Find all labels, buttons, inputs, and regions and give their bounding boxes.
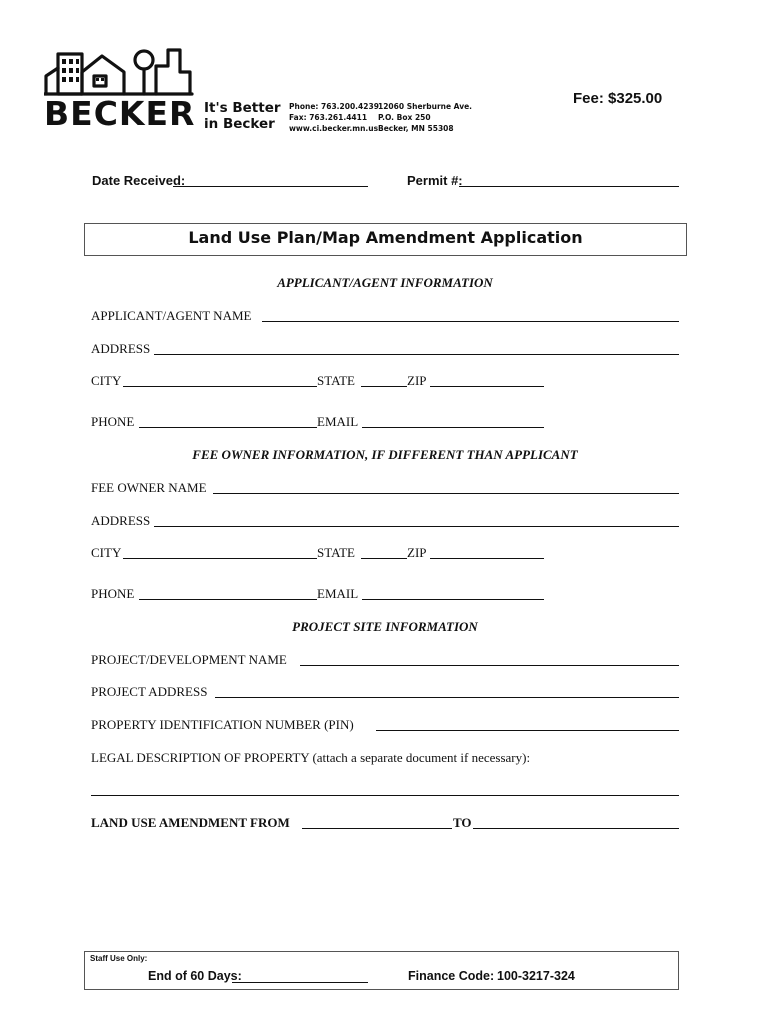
applicant-zip-label: ZIP bbox=[407, 373, 427, 388]
becker-logo bbox=[44, 42, 194, 134]
fee-owner-heading: FEE OWNER INFORMATION, IF DIFFERENT THAN APPLICANT bbox=[192, 447, 578, 462]
page-title: Land Use Plan/Map Amendment Application bbox=[188, 228, 583, 247]
fee-amount: Fee: $325.00 bbox=[573, 90, 663, 107]
applicant-state-label: STATE bbox=[317, 373, 355, 388]
applicant-city-field[interactable] bbox=[123, 386, 317, 387]
tagline bbox=[204, 100, 281, 132]
applicant-phone-field[interactable] bbox=[139, 427, 317, 428]
project-pin-field[interactable] bbox=[376, 730, 679, 731]
applicant-city-label: CITY bbox=[91, 373, 122, 388]
fee-owner-address-field[interactable] bbox=[154, 526, 679, 527]
amendment-from-field[interactable] bbox=[302, 828, 452, 829]
fee-owner-state-field[interactable] bbox=[361, 558, 407, 559]
applicant-address-label: ADDRESS bbox=[91, 341, 151, 356]
applicant-email-label: EMAIL bbox=[317, 414, 359, 429]
project-legal-field[interactable] bbox=[91, 795, 679, 796]
applicant-zip-field[interactable] bbox=[430, 386, 544, 387]
amendment-to-field[interactable] bbox=[473, 828, 679, 829]
tagline-line2: in Becker bbox=[204, 116, 275, 132]
tagline-line1: It's Better bbox=[204, 100, 281, 116]
contact-city-state-zip: Becker, MN 55308 bbox=[378, 124, 454, 133]
fee-owner-name-field[interactable] bbox=[213, 493, 679, 494]
project-address-label: PROJECT ADDRESS bbox=[91, 684, 208, 699]
end-of-60-days-label: End of 60 Days: bbox=[148, 969, 242, 983]
fee-owner-name-label: FEE OWNER NAME bbox=[91, 480, 207, 495]
applicant-heading: APPLICANT/AGENT INFORMATION bbox=[277, 275, 493, 290]
fee-owner-email-label: EMAIL bbox=[317, 586, 359, 601]
fee-owner-city-label: CITY bbox=[91, 545, 122, 560]
fee-owner-address-label: ADDRESS bbox=[91, 513, 151, 528]
project-dev-name-label: PROJECT/DEVELOPMENT NAME bbox=[91, 652, 287, 667]
permit-field[interactable] bbox=[459, 186, 679, 187]
amendment-from-label: LAND USE AMENDMENT FROM bbox=[91, 815, 290, 830]
fee-owner-zip-field[interactable] bbox=[430, 558, 544, 559]
contact-fax: Fax: 763.261.4411 bbox=[289, 113, 368, 122]
contact-phone-block bbox=[289, 101, 379, 134]
staff-use-label: Staff Use Only: bbox=[90, 954, 148, 963]
fee-owner-state-label: STATE bbox=[317, 545, 355, 560]
fee-owner-city-field[interactable] bbox=[123, 558, 317, 559]
finance-code-value: 100-3217-324 bbox=[497, 969, 575, 983]
date-received-label: Date Received: bbox=[92, 173, 186, 188]
becker-skyline-icon bbox=[44, 42, 194, 98]
contact-address-block bbox=[378, 101, 472, 134]
project-dev-name-field[interactable] bbox=[300, 665, 679, 666]
project-legal-label: LEGAL DESCRIPTION OF PROPERTY (attach a separate document if necessary): bbox=[91, 750, 531, 765]
fee-owner-phone-label: PHONE bbox=[91, 586, 135, 601]
contact-phone: Phone: 763.200.4239 bbox=[289, 102, 379, 111]
contact-po-box: P.O. Box 250 bbox=[378, 113, 431, 122]
project-heading: PROJECT SITE INFORMATION bbox=[292, 619, 478, 634]
applicant-address-field[interactable] bbox=[154, 354, 679, 355]
finance-code-label: Finance Code: bbox=[408, 969, 495, 983]
contact-street: 12060 Sherburne Ave. bbox=[378, 102, 473, 111]
applicant-name-field[interactable] bbox=[262, 321, 679, 322]
contact-website[interactable]: www.ci.becker.mn.us bbox=[289, 124, 379, 133]
logo-wordmark: BECKER bbox=[44, 94, 196, 133]
applicant-phone-label: PHONE bbox=[91, 414, 135, 429]
fee-owner-email-field[interactable] bbox=[362, 599, 544, 600]
applicant-name-label: APPLICANT/AGENT NAME bbox=[91, 308, 252, 323]
applicant-email-field[interactable] bbox=[362, 427, 544, 428]
amendment-to-label: TO bbox=[453, 815, 472, 830]
fee-owner-phone-field[interactable] bbox=[139, 599, 317, 600]
date-received-field[interactable] bbox=[173, 186, 368, 187]
fee-owner-zip-label: ZIP bbox=[407, 545, 427, 560]
project-address-field[interactable] bbox=[215, 697, 679, 698]
end-of-60-days-field[interactable] bbox=[232, 982, 368, 983]
project-pin-label: PROPERTY IDENTIFICATION NUMBER (PIN) bbox=[91, 717, 354, 732]
applicant-state-field[interactable] bbox=[361, 386, 407, 387]
permit-label: Permit #: bbox=[407, 173, 463, 188]
